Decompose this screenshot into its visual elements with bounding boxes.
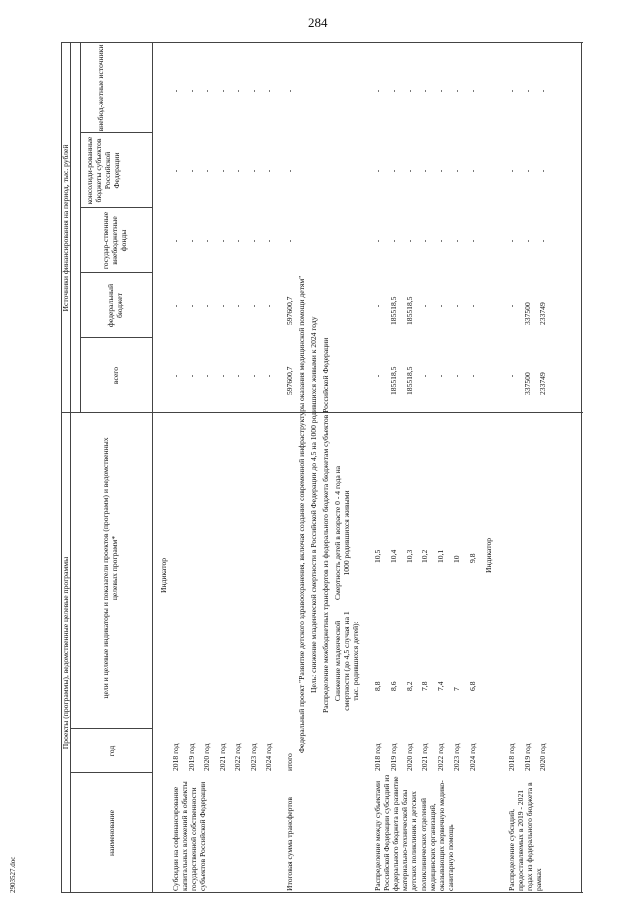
indicator-value: 10,1 [436,549,446,563]
total-cell: 337500 [522,372,532,395]
total-cell: 185518,5 [388,366,398,395]
header-extra: внебюд-жетные источники [96,44,105,132]
state-funds-cell: - [186,239,196,243]
regional-cell: - [452,169,461,173]
total-row-year: итого [285,753,294,771]
federal-cell: - [217,304,227,308]
year-cell: 2022 год [233,743,242,771]
total-cell: - [233,374,242,378]
regional-cell: - [436,169,446,173]
federal-cell: - [373,304,382,308]
state-funds-cell: - [248,239,258,243]
total-cell: - [202,374,211,378]
extra-cell: - [467,89,477,93]
year-cell: 2018 год [373,743,382,771]
s2-name: Распределение между субъектами Российской Федерации субсидий из федерального бюджета на развитие материально-технической базы детских поликлиник и детских поликлинических отделений медицинских организаций, оказывающих первичную медико-санитарную помощь [373,774,455,891]
total-row-name: Итоговая сумма трансфертов [285,797,294,891]
project-goal: Цель: снижение младенческой смертности в Российской Федерации до 4,5 на 1000 родившихся живыми к 2024 году [309,316,318,693]
regional-cell: - [186,169,196,173]
year-cell: 2020 год [404,743,414,771]
extra-cell: - [171,89,180,93]
extra-cell: - [202,89,211,93]
s2-indicator-right: Смертность детей в возрасте 0 - 4 года на 1000 родившихся живыми [333,465,352,601]
federal-cell: - [467,304,477,308]
regional-cell: - [507,169,516,173]
s1-name: Субсидии на софинансирование капитальных вложений в объекты государственной собственности субъектов Российской Федерации [171,781,208,891]
header-total: всего [111,366,120,385]
total-row-regional: - [285,169,294,173]
state-funds-cell: - [233,239,242,243]
indicator-value: 8,8 [373,681,382,691]
year-cell: 2019 год [186,743,196,771]
indicator-value: 10,5 [373,549,382,563]
total-cell: - [186,374,196,378]
regional-cell: - [388,169,398,173]
state-funds-cell: - [202,239,211,243]
state-funds-cell: - [507,239,516,243]
federal-cell: - [436,304,446,308]
extra-cell: - [388,89,398,93]
state-funds-cell: - [264,239,273,243]
regional-cell: - [171,169,180,173]
regional-cell: - [248,169,258,173]
extra-cell: - [186,89,196,93]
federal-cell: - [202,304,211,308]
state-funds-cell: - [420,239,430,243]
extra-cell: - [507,89,516,93]
indicator-title: Индикатор [484,537,493,573]
total-cell: - [467,374,477,378]
year-cell: 2023 год [248,743,258,771]
state-funds-cell: - [404,239,414,243]
total-cell: - [264,374,273,378]
header-name: наименование [107,810,116,856]
rotated-table [61,43,583,893]
indicator-value: 10 [452,555,461,563]
extra-cell: - [404,89,414,93]
page-number: 284 [308,15,328,30]
extra-cell: - [436,89,446,93]
extra-cell: - [233,89,242,93]
federal-cell: - [420,304,430,308]
extra-cell: - [217,89,227,93]
regional-cell: - [264,169,273,173]
year-cell: 2019 год [522,743,532,771]
year-cell: 2023 год [452,743,461,771]
federal-cell: 185518,5 [404,296,414,325]
year-cell: 2018 год [171,743,180,771]
total-cell: - [373,374,382,378]
regional-cell: - [217,169,227,173]
federal-cell: 233749 [538,302,547,325]
distribution-title: Распределение межбюджетных трансфертов из федерального бюджета бюджетам субъектов Российской Федерации [321,337,330,713]
indicator-value: 8,2 [404,681,414,691]
state-funds-cell: - [452,239,461,243]
indicator-value: 7,8 [420,681,430,691]
state-funds-cell: - [373,239,382,243]
federal-cell: - [248,304,258,308]
regional-cell: - [404,169,414,173]
s3-name: Распределение субсидий, предоставляемых в 2019 - 2021 годах из федерального бюджета в рамках [507,782,544,891]
regional-cell: - [373,169,382,173]
regional-cell: - [202,169,211,173]
federal-cell: - [233,304,242,308]
federal-cell: - [171,304,180,308]
header-year: год [107,745,116,757]
year-cell: 2020 год [538,743,547,771]
header-sources-group: Источники финансирования на период, тыс. рублей [61,144,70,312]
total-cell: - [217,374,227,378]
total-cell: 233749 [538,372,547,395]
header-state-funds: государ-ственные внебюджетные фонды [101,211,129,270]
federal-cell: - [186,304,196,308]
year-cell: 2019 год [388,743,398,771]
total-row-federal: 597600,7 [285,296,294,325]
extra-cell: - [248,89,258,93]
year-cell: 2021 год [217,743,227,771]
header-regional: консолиди-рованные бюджеты субъектов Российской Федерации [85,136,122,205]
regional-cell: - [538,169,547,173]
extra-cell: - [420,89,430,93]
year-cell: 2021 год [420,743,430,771]
regional-cell: - [467,169,477,173]
total-cell: - [248,374,258,378]
state-funds-cell: - [467,239,477,243]
header-programs-group: Проекты (программы), ведомственные целевые программы [61,556,70,750]
total-cell: - [507,374,516,378]
header-federal: федеральный бюджет [106,283,125,328]
year-cell: 2024 год [264,743,273,771]
indicator-value: 8,6 [388,681,398,691]
project-title: Федеральный проект "Развитие детского здравоохранения, включая создание современной инфраструктуры оказания медицинской помощи детям" [297,275,306,753]
extra-cell: - [452,89,461,93]
federal-cell: - [507,304,516,308]
year-cell: 2022 год [436,743,446,771]
regional-cell: - [420,169,430,173]
regional-cell: - [233,169,242,173]
state-funds-cell: - [538,239,547,243]
total-cell: 185518,5 [404,366,414,395]
state-funds-cell: - [388,239,398,243]
total-cell: - [420,374,430,378]
indicator-value: 6,8 [467,681,477,691]
indicator-value: 7,4 [436,681,446,691]
indicator-value: 10,2 [420,549,430,563]
state-funds-cell: - [217,239,227,243]
state-funds-cell: - [436,239,446,243]
total-cell: - [452,374,461,378]
regional-cell: - [522,169,532,173]
extra-cell: - [264,89,273,93]
total-row-funds: - [285,239,294,243]
year-cell: 2018 год [507,743,516,771]
extra-cell: - [522,89,532,93]
total-row-extra: - [285,89,294,93]
extra-cell: - [373,89,382,93]
year-cell: 2024 год [467,743,477,771]
federal-cell: - [264,304,273,308]
federal-cell: 337500 [522,302,532,325]
total-cell: - [436,374,446,378]
year-cell: 2020 год [202,743,211,771]
state-funds-cell: - [522,239,532,243]
indicator-value: 9,8 [467,553,477,563]
header-goals: цели и целевые индикаторы и показатели проектов (программ) и ведомственных целевых программ* [101,437,120,699]
federal-cell: - [452,304,461,308]
indicator-value: 10,4 [388,549,398,563]
state-funds-cell: - [171,239,180,243]
total-cell: - [171,374,180,378]
indicator-value: 10,3 [404,549,414,563]
s2-indicator-left: Снижение младенческой смертности (до 4,5 случая на 1 тыс. родившихся детей): [333,611,361,711]
total-row-total: 597600,7 [285,366,294,395]
footer-doc-id: 2903527.doc [9,856,17,893]
indicator-value: 7 [452,687,461,691]
federal-cell: 185518,5 [388,296,398,325]
extra-cell: - [538,89,547,93]
indicator-title: Индикатор [159,557,168,593]
